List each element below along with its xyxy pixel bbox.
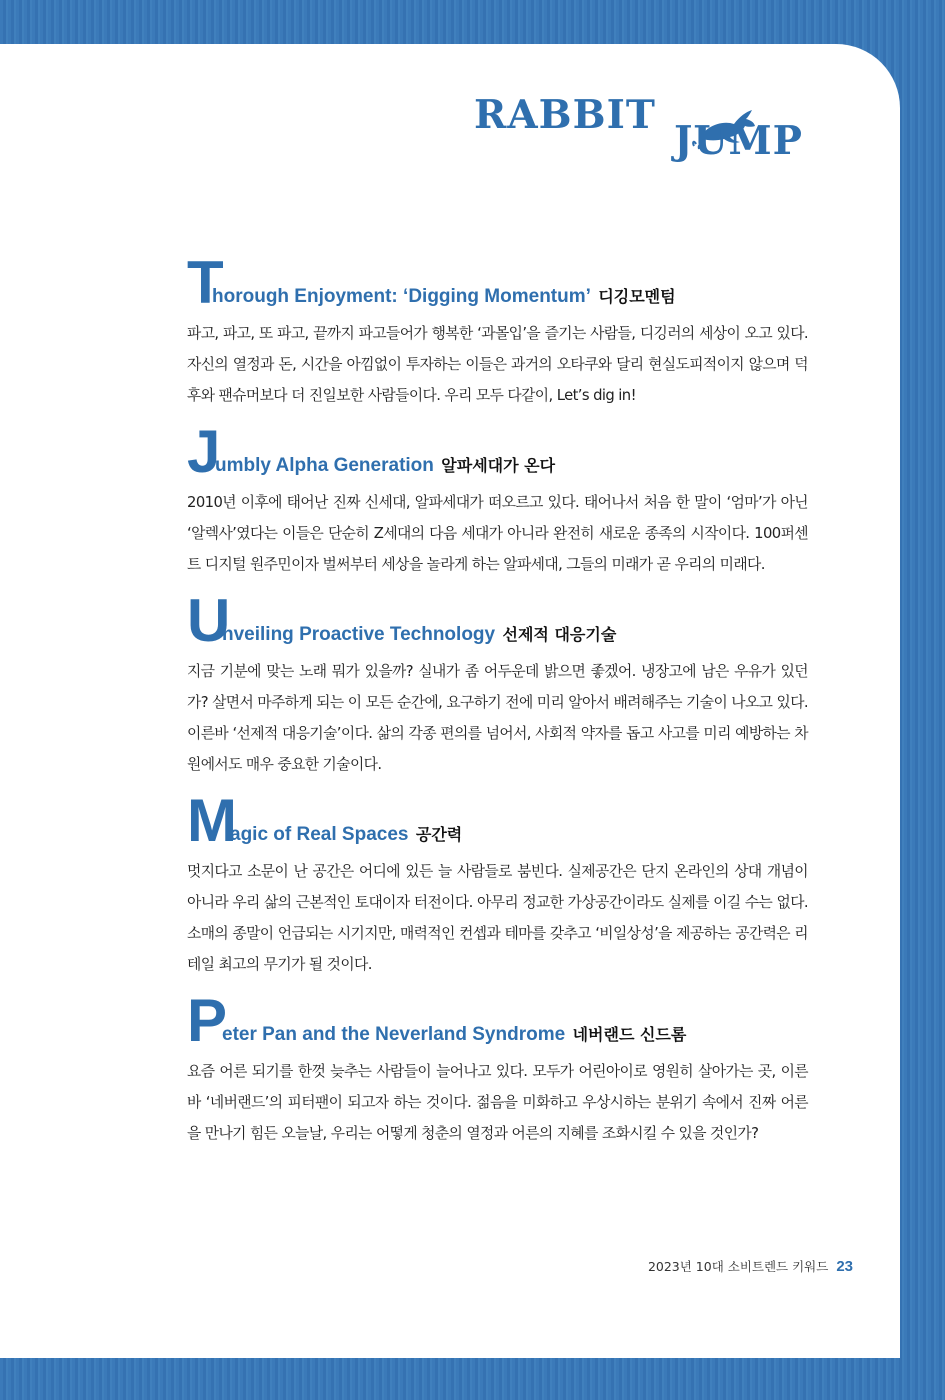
footer-label: 2023년 10대 소비트렌드 키워드 [647,1259,829,1274]
section-heading [187,587,808,654]
logo-word-jump: JUMP [674,118,803,164]
heading-korean: 디깅모멘텀 [598,287,676,306]
page-number: 23 [836,1258,853,1275]
heading-korean: 선제적 대응기술 [502,625,617,644]
drop-cap: P [187,987,228,1054]
drop-cap: J [187,418,221,485]
keyword-section [187,418,808,580]
section-heading [187,787,808,854]
heading-text [230,822,462,846]
heading-text [212,284,676,308]
heading-text [222,1022,686,1046]
keyword-list [187,249,808,1165]
heading-english: horough Enjoyment: ‘Digging Momentum’ [212,286,591,307]
section-body: 지금 기분에 맞는 노래 뭐가 있을까? 실내가 좀 어두운데 밝으면 좋겠어. 냉장고에 남은 우유가 있던가? 살면서 마주하게 되는 이 모든 순간에, 요구하기 전에 미리 알아서 배려해주는 기술이 나오고 있다. 이른바 ‘선제적 대응기술’이다. 삶의 각종 편의를 넘어서, 사회적 약자를 돕고 사고를 미리 예방하는 차원에서도 매우 중요한 기술이다. [187,663,808,773]
heading-english: nveiling Proactive Technology [222,624,496,645]
heading-korean: 네버랜드 신드롬 [572,1025,687,1044]
heading-english: agic of Real Spaces [230,824,409,845]
section-heading [187,987,808,1054]
section-heading [187,418,808,485]
section-body: 파고, 파고, 또 파고, 끝까지 파고들어가 행복한 ‘과몰입’을 즐기는 사람들, 디깅러의 세상이 오고 있다. 자신의 열정과 돈, 시간을 아낌없이 투자하는 이들은 과거의 오타쿠와 달리 현실도피적이지 않으며 덕후와 팬슈머보다 더 진일보한 사람들이다. 우리 모두 다같이, Let’s dig in! [187,325,808,404]
heading-korean: 공간력 [415,825,463,844]
rabbit-jump-logo [474,92,814,212]
heading-text [215,453,555,477]
drop-cap: M [187,787,237,854]
section-heading [187,249,808,316]
page-footer [648,1257,853,1275]
heading-english: eter Pan and the Neverland Syndrome [222,1024,566,1045]
keyword-section [187,987,808,1149]
section-body: 2010년 이후에 태어난 진짜 신세대, 알파세대가 떠오르고 있다. 태어나서 처음 한 말이 ‘엄마’가 아닌 ‘알렉사’였다는 이들은 단순히 Z세대의 다음 세대가 아니라 완전히 새로운 종족의 시작이다. 100퍼센트 디지털 원주민이자 벌써부터 세상을 놀라게 하는 알파세대, 그들의 미래가 곧 우리의 미래다. [187,494,808,573]
keyword-section [187,787,808,980]
logo-word-rabbit: RABBIT [474,92,656,138]
section-body: 멋지다고 소문이 난 공간은 어디에 있든 늘 사람들로 붐빈다. 실제공간은 단지 온라인의 상대 개념이 아니라 우리 삶의 근본적인 토대이자 터전이다. 아무리 정교한 가상공간이라도 실제를 이길 수는 없다. 소매의 종말이 언급되는 시기지만, 매력적인 컨셉과 테마를 갖추고 ‘비일상성’을 제공하는 공간력은 리테일 최고의 무기가 될 것이다. [187,863,808,973]
heading-korean: 알파세대가 온다 [441,456,556,475]
keyword-section [187,587,808,780]
section-body: 요즘 어른 되기를 한껏 늦추는 사람들이 늘어나고 있다. 모두가 어린아이로 영원히 살아가는 곳, 이른바 ‘네버랜드’의 피터팬이 되고자 하는 것이다. 젊음을 미화하고 우상시하는 분위기 속에서 진짜 어른을 만나기 힘든 오늘날, 우리는 어떻게 청춘의 열정과 어른의 지혜를 조화시킬 수 있을 것인가? [187,1063,808,1142]
heading-text [222,622,616,646]
drop-cap: T [187,249,224,316]
keyword-section [187,249,808,411]
heading-english: umbly Alpha Generation [215,455,434,476]
drop-cap: U [187,587,231,654]
